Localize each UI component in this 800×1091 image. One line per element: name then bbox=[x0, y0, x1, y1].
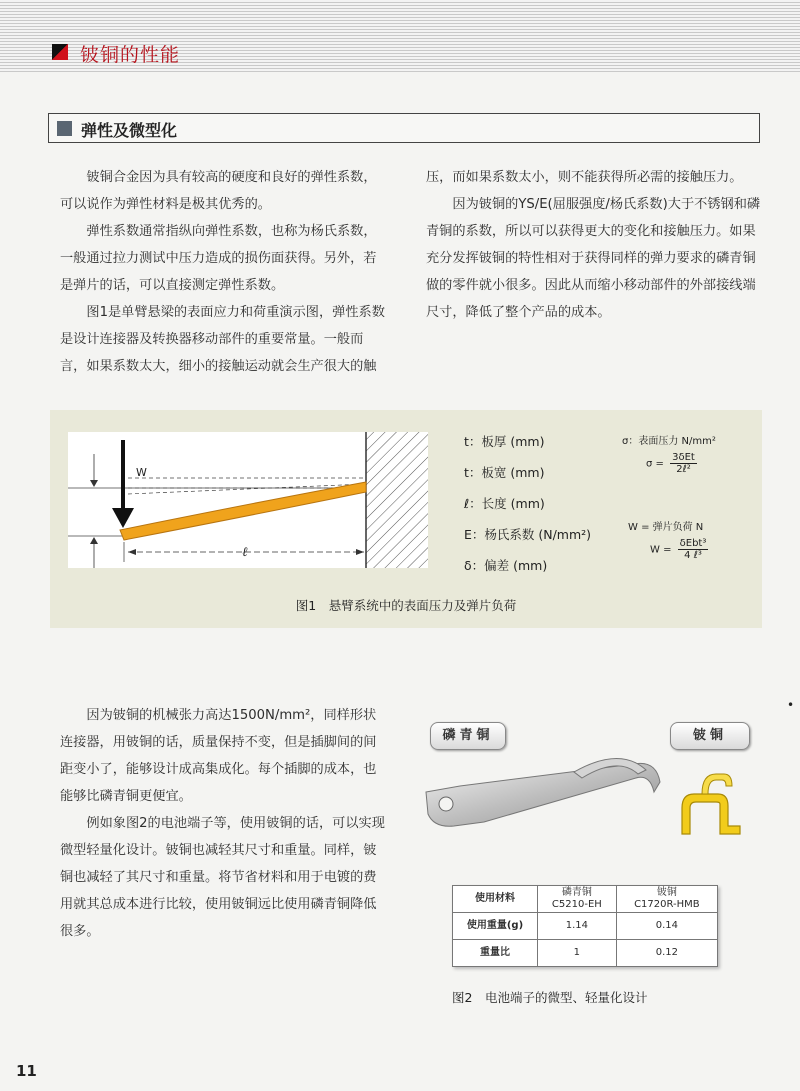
numerator: δEbt³ bbox=[679, 538, 707, 549]
table-cell: 0.12 bbox=[616, 940, 717, 967]
table-cell: 1.14 bbox=[538, 913, 617, 940]
formula-lhs: W = bbox=[650, 544, 672, 556]
fraction bbox=[670, 452, 697, 475]
length-arrow bbox=[128, 549, 136, 555]
paragraph: 图1是单臂悬梁的表面应力和荷重演示图，弹性系数是设计连接器及转换器移动部件的重要常量。一般而言，如果系数太大，细小的接触运动就会生产很大的触 bbox=[60, 305, 385, 374]
label-phosphor-bronze: 磷青铜 bbox=[430, 722, 506, 750]
right-column-text bbox=[426, 164, 762, 326]
section-title: 弹性及微型化 bbox=[81, 121, 178, 140]
comparison-table bbox=[452, 885, 718, 967]
w-label: W bbox=[136, 466, 147, 479]
label-beryllium-copper: 铍铜 bbox=[670, 722, 750, 750]
legend-item: δ：偏差 (mm) bbox=[464, 558, 548, 573]
fraction bbox=[678, 538, 709, 561]
figure2-caption: 图2 电池端子的微型、轻量化设计 bbox=[452, 990, 648, 1005]
figure-1 bbox=[50, 410, 762, 628]
table-cell: 使用材料 bbox=[453, 886, 538, 913]
paragraph: 弹性系数通常指纵向弹性系数，也称为杨氏系数，一般通过拉力测试中压力造成的损伤面获得。另外，若是弹片的话，可以直接测定弹性系数。 bbox=[60, 224, 377, 293]
col-header-beryllium: 铍铜 C1720R-HMB bbox=[634, 887, 700, 910]
left-column-text bbox=[60, 164, 388, 380]
clip-hook bbox=[702, 774, 732, 794]
terminal-body bbox=[426, 763, 660, 826]
formula-lhs: σ = bbox=[646, 458, 664, 470]
section-heading-box bbox=[48, 113, 760, 143]
table-header-row bbox=[453, 886, 718, 913]
denominator: 2ℓ² bbox=[676, 464, 691, 475]
page-title: 铍铜的性能 bbox=[80, 44, 181, 66]
page-number: 11 bbox=[16, 1062, 37, 1080]
table-cell: 1 bbox=[538, 940, 617, 967]
bent-beam bbox=[120, 482, 366, 540]
table-cell: 重量比 bbox=[453, 940, 538, 967]
beryllium-copper-terminal-drawing bbox=[672, 764, 752, 844]
formula-1 bbox=[646, 452, 697, 475]
figure1-caption: 图1 悬臂系统中的表面压力及弹片负荷 bbox=[295, 598, 517, 613]
legend-item: t：板宽 (mm) bbox=[464, 465, 545, 480]
delta-arrow bbox=[90, 537, 98, 544]
length-arrow bbox=[356, 549, 364, 555]
bottom-left-text bbox=[60, 702, 388, 945]
paragraph: 铍铜合金因为具有较高的硬度和良好的弹性系数，可以说作为弹性材料是极其优秀的。 bbox=[60, 170, 377, 212]
paragraph: 因为铍铜的YS/E(屈服强度/杨氏系数)大于不锈钢和磷青铜的系数，所以可以获得更大的变化和接触压力。如果充分发挥铍铜的特性相对于获得同样的弹力要求的磷青铜做的零件就小很多。因此从而缩小移动部件的外部接线端尺寸，降低了整个产品的成本。 bbox=[426, 197, 761, 320]
legend-item: t：板厚 (mm) bbox=[464, 434, 545, 449]
denominator: 4 ℓ³ bbox=[684, 550, 702, 561]
numerator: 3δEt bbox=[672, 452, 695, 463]
cantilever-diagram bbox=[68, 432, 428, 568]
paragraph: 因为铍铜的机械张力高达1500N/mm²，同样形状连接器，用铍铜的话，质量保持不变，但是插脚间的间距变小了，能够设计成高集成化。每个插脚的成本，也能够比磷青铜更便宜。 bbox=[60, 708, 377, 804]
legend-item: ℓ：长度 (mm) bbox=[464, 496, 545, 511]
delta-arrow bbox=[90, 480, 98, 487]
paragraph: 例如象图2的电池端子等，使用铍铜的话，可以实现微型轻量化设计。铍铜也减轻其尺寸和重量。同样，铍铜也减轻了其尺寸和重量。将节省材料和用于电镀的费用就其总成本进行比较，使用铍铜远比使用磷青铜降低很多。 bbox=[60, 816, 385, 939]
length-label: ℓ bbox=[242, 545, 248, 560]
figure1-legend bbox=[464, 426, 591, 581]
paragraph: 压，而如果系数太小，则不能获得所必需的接触压力。 bbox=[426, 170, 743, 185]
cantilever-drawing bbox=[68, 432, 428, 568]
table-cell: 使用重量(g) bbox=[453, 913, 538, 940]
wall-hatch bbox=[366, 432, 428, 568]
table-cell bbox=[616, 886, 717, 913]
table-row bbox=[453, 913, 718, 940]
clip-body bbox=[682, 794, 740, 834]
terminal-hole bbox=[439, 797, 453, 811]
table-row bbox=[453, 940, 718, 967]
table-cell: 0.14 bbox=[616, 913, 717, 940]
formula-1-label: σ：表面压力 N/mm² bbox=[622, 436, 716, 447]
col-header-phosphor: 磷青铜 C5210-EH bbox=[551, 887, 602, 910]
header-square-icon bbox=[52, 44, 68, 60]
section-square-icon bbox=[57, 121, 72, 136]
phosphor-bronze-terminal-drawing bbox=[424, 752, 664, 872]
stray-mark: • bbox=[787, 698, 795, 712]
formula-2 bbox=[650, 538, 708, 561]
legend-item: E：杨氏系数 (N/mm²) bbox=[464, 527, 592, 542]
force-arrow-head bbox=[112, 508, 134, 528]
formula-2-label: W = 弹片负荷 N bbox=[628, 522, 704, 533]
table-cell bbox=[538, 886, 617, 913]
